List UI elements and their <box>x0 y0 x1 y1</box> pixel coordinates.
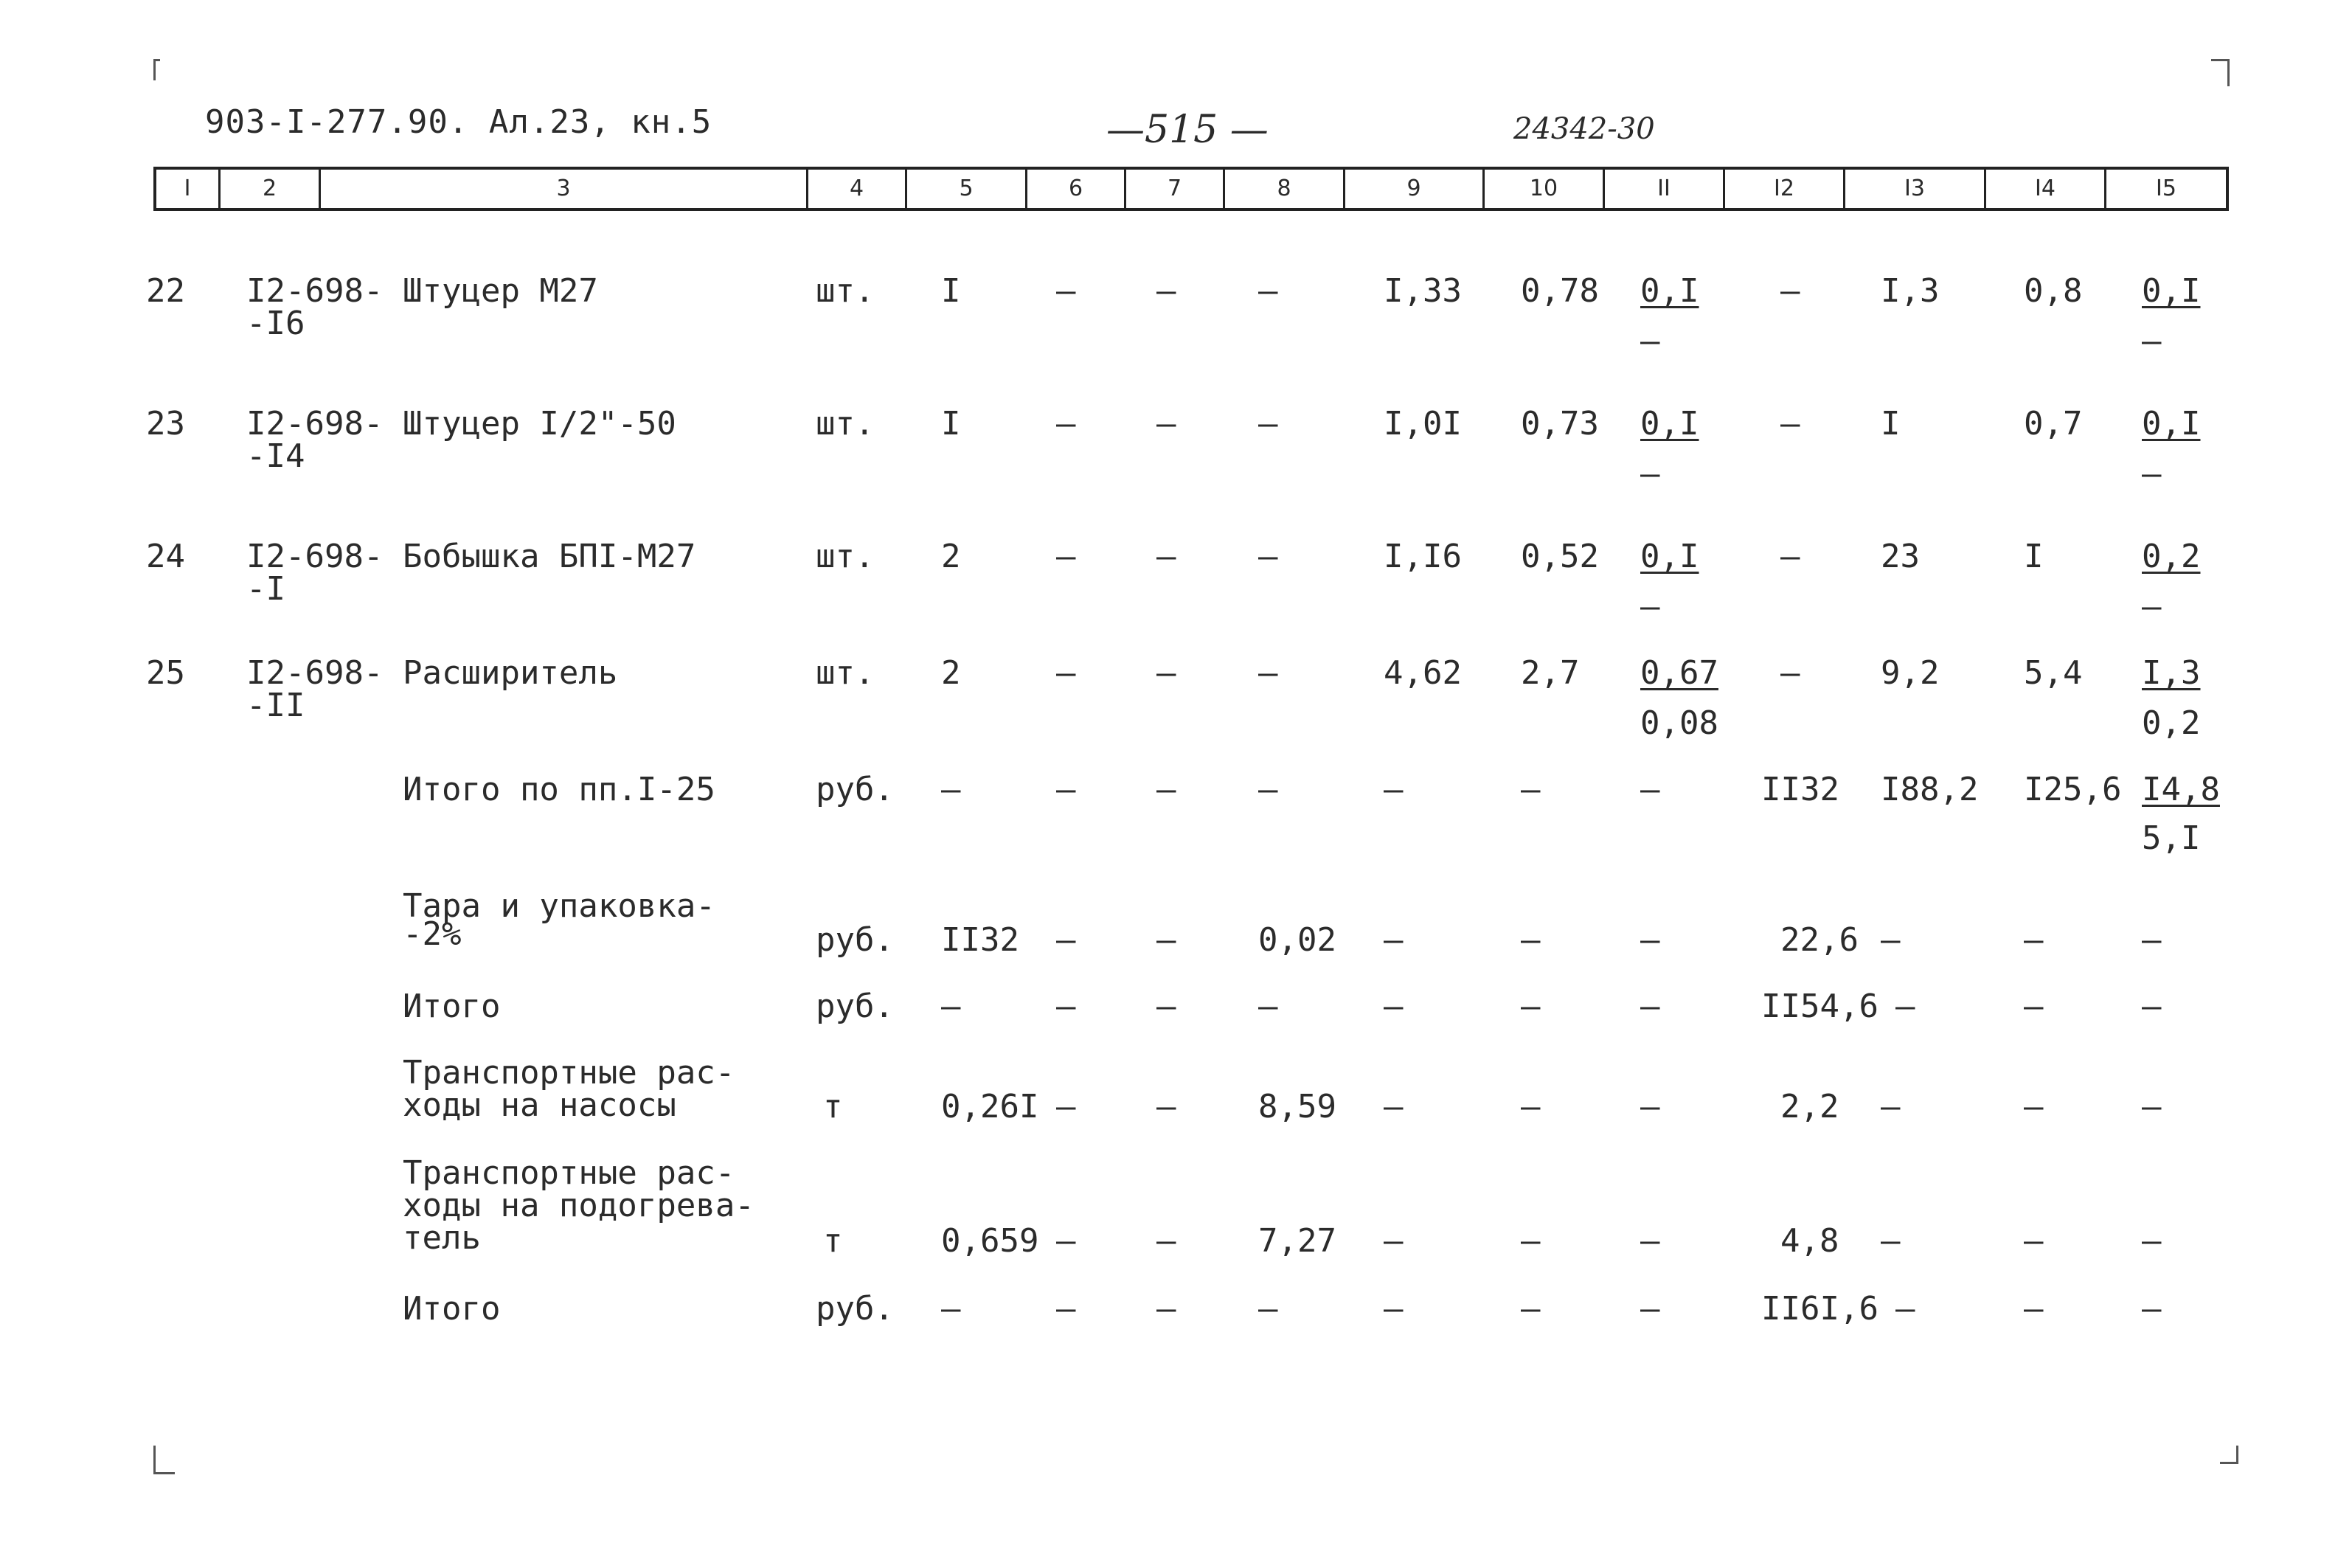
col5-value: 0,26I <box>941 1088 1039 1125</box>
item-code-cont: -I4 <box>246 437 305 475</box>
row-number: 23 <box>146 405 185 443</box>
col6-value: – <box>1056 538 1076 575</box>
summary-name-cont: -2% <box>403 915 462 953</box>
col10-value: 0,52 <box>1521 538 1599 575</box>
item-name: Штуцер I/2"-50 <box>403 405 676 443</box>
col14-value: – <box>2024 1290 2044 1328</box>
col9-value: – <box>1384 771 1404 808</box>
col12-value: II32 <box>1761 771 1839 808</box>
col8-value: – <box>1258 272 1278 310</box>
col15-value: – <box>2142 921 2162 959</box>
item-code-cont: -II <box>246 687 305 724</box>
col-number: 5 <box>907 170 1027 208</box>
item-name: Штуцер М27 <box>403 272 598 310</box>
col8-value: – <box>1258 405 1278 443</box>
col6-value: – <box>1056 1088 1076 1125</box>
col8-value: 7,27 <box>1258 1222 1336 1260</box>
unit: руб. <box>816 1290 894 1328</box>
col11-value: 0,I <box>1640 405 1699 443</box>
col5-value: – <box>941 771 961 808</box>
col7-value: – <box>1156 921 1176 959</box>
col15-value: 0,I <box>2142 405 2201 443</box>
col15-subvalue: 0,2 <box>2142 704 2201 742</box>
col9-value: – <box>1384 1222 1404 1260</box>
col11-value: – <box>1640 988 1660 1025</box>
col-number: 3 <box>321 170 808 208</box>
col5-value: – <box>941 988 961 1025</box>
col10-value: – <box>1521 988 1541 1025</box>
col6-value: – <box>1056 272 1076 310</box>
col8-value: – <box>1258 654 1278 692</box>
col10-value: – <box>1521 771 1541 808</box>
col14-value: – <box>2024 988 2044 1025</box>
col13-value: I88,2 <box>1881 771 1979 808</box>
col10-value: 0,73 <box>1521 405 1599 443</box>
col9-value: – <box>1384 1088 1404 1125</box>
col11-value: – <box>1640 1290 1660 1328</box>
summary-name-cont: тель <box>403 1219 481 1257</box>
col9-value: I,I6 <box>1384 538 1462 575</box>
col13-value: I <box>1881 405 1901 443</box>
col7-value: – <box>1156 771 1176 808</box>
col7-value: – <box>1156 538 1176 575</box>
col13-value: – <box>1881 1088 1901 1125</box>
unit: шт. <box>816 405 875 443</box>
col-number: 8 <box>1225 170 1345 208</box>
col12-value: 4,8 <box>1780 1222 1839 1260</box>
col11-subvalue: 0,08 <box>1640 704 1718 742</box>
col14-value: – <box>2024 1222 2044 1260</box>
col6-value: – <box>1056 654 1076 692</box>
col6-value: – <box>1056 921 1076 959</box>
corner-mark-bottom-right <box>2220 1446 2238 1464</box>
col15-value: I,3 <box>2142 654 2201 692</box>
col13-value: 9,2 <box>1881 654 1940 692</box>
unit: т <box>823 1222 843 1260</box>
col15-value: – <box>2142 988 2162 1025</box>
col9-value: – <box>1384 1290 1404 1328</box>
summary-name: Транспортные рас- <box>403 1054 735 1092</box>
col11-value: 0,I <box>1640 538 1699 575</box>
col-number: I3 <box>1845 170 1986 208</box>
col9-value: I,0I <box>1384 405 1462 443</box>
item-code-cont: -I <box>246 570 285 608</box>
col15-value: 0,2 <box>2142 538 2201 575</box>
item-code-cont: -I6 <box>246 305 305 342</box>
col14-value: I25,6 <box>2024 771 2122 808</box>
col15-value: I4,8 <box>2142 771 2220 808</box>
col11-value: 0,67 <box>1640 654 1718 692</box>
summary-name-cont: ходы на подогрева- <box>403 1187 754 1224</box>
col12-value: II6I,6 <box>1761 1290 1879 1328</box>
summary-name: Транспортные рас- <box>403 1154 735 1192</box>
item-code: I2-698- <box>246 272 384 310</box>
col14-value: – <box>2024 921 2044 959</box>
col11-subvalue: – <box>1640 322 1660 360</box>
col7-value: – <box>1156 272 1176 310</box>
col8-value: – <box>1258 538 1278 575</box>
unit: руб. <box>816 988 894 1025</box>
col10-value: 2,7 <box>1521 654 1580 692</box>
row-number: 22 <box>146 272 185 310</box>
summary-name: Итого <box>403 988 501 1025</box>
corner-mark-top-right <box>2211 59 2230 86</box>
col14-value: 0,8 <box>2024 272 2083 310</box>
col12-value: 22,6 <box>1780 921 1859 959</box>
col15-value: – <box>2142 1088 2162 1125</box>
col-number: 9 <box>1345 170 1485 208</box>
col12-value: – <box>1780 654 1800 692</box>
col7-value: – <box>1156 405 1176 443</box>
col6-value: – <box>1056 1222 1076 1260</box>
unit: шт. <box>816 654 875 692</box>
col13-value: I,3 <box>1881 272 1940 310</box>
col5-value: – <box>941 1290 961 1328</box>
corner-mark-bottom-left <box>153 1446 175 1474</box>
col15-subvalue: 5,I <box>2142 819 2201 857</box>
col11-value: – <box>1640 921 1660 959</box>
col15-value: – <box>2142 1222 2162 1260</box>
col10-value: – <box>1521 1222 1541 1260</box>
col11-value: – <box>1640 1088 1660 1125</box>
registration-number: 24342-30 <box>1513 112 1655 146</box>
unit: руб. <box>816 771 894 808</box>
col-number: 7 <box>1126 170 1225 208</box>
col12-value: 2,2 <box>1780 1088 1839 1125</box>
col14-value: 5,4 <box>2024 654 2083 692</box>
col7-value: – <box>1156 1088 1176 1125</box>
column-number-header <box>153 167 2229 211</box>
col10-value: – <box>1521 921 1541 959</box>
item-name: Расширитель <box>403 654 618 692</box>
col12-value: – <box>1780 538 1800 575</box>
col10-value: – <box>1521 1088 1541 1125</box>
col5-value: II32 <box>941 921 1019 959</box>
col7-value: – <box>1156 988 1176 1025</box>
col8-value: – <box>1258 988 1278 1025</box>
col-number: I2 <box>1725 170 1845 208</box>
col5-value: I <box>941 272 961 310</box>
col14-value: 0,7 <box>2024 405 2083 443</box>
col-number: I5 <box>2156 176 2176 201</box>
col15-subvalue: – <box>2142 322 2162 360</box>
col11-subvalue: – <box>1640 455 1660 493</box>
col6-value: – <box>1056 1290 1076 1328</box>
summary-name: Итого <box>403 1290 501 1328</box>
col9-value: – <box>1384 921 1404 959</box>
col13-value: – <box>1895 988 1915 1025</box>
col8-value: 0,02 <box>1258 921 1336 959</box>
col5-value: I <box>941 405 961 443</box>
col13-value: – <box>1881 1222 1901 1260</box>
col12-value: – <box>1780 272 1800 310</box>
col5-value: 0,659 <box>941 1222 1039 1260</box>
col6-value: – <box>1056 405 1076 443</box>
col13-value: 23 <box>1881 538 1920 575</box>
unit: шт. <box>816 538 875 575</box>
col6-value: – <box>1056 988 1076 1025</box>
col11-value: – <box>1640 1222 1660 1260</box>
col-number: I <box>156 170 221 208</box>
col9-value: 4,62 <box>1384 654 1462 692</box>
item-code: I2-698- <box>246 538 384 575</box>
document-code: 903-I-277.90. Ал.23, кн.5 <box>205 103 712 141</box>
col10-value: – <box>1521 1290 1541 1328</box>
col15-subvalue: – <box>2142 588 2162 625</box>
col13-value: – <box>1895 1290 1915 1328</box>
unit: шт. <box>816 272 875 310</box>
col13-value: – <box>1881 921 1901 959</box>
summary-name-cont: ходы на насосы <box>403 1086 676 1124</box>
item-code: I2-698- <box>246 405 384 443</box>
col9-value: I,33 <box>1384 272 1462 310</box>
col15-subvalue: – <box>2142 455 2162 493</box>
corner-mark-top-left <box>153 59 160 80</box>
item-code: I2-698- <box>246 654 384 692</box>
unit: т <box>823 1088 843 1125</box>
col8-value: 8,59 <box>1258 1088 1336 1125</box>
col15-value: – <box>2142 1290 2162 1328</box>
col12-value: II54,6 <box>1761 988 1879 1025</box>
col11-subvalue: – <box>1640 588 1660 625</box>
col11-value: 0,I <box>1640 272 1699 310</box>
col14-value: I <box>2024 538 2044 575</box>
col14-value: – <box>2024 1088 2044 1125</box>
col6-value: – <box>1056 771 1076 808</box>
col8-value: – <box>1258 771 1278 808</box>
col-number: II <box>1605 170 1725 208</box>
col-number: 2 <box>221 170 321 208</box>
col-number: I4 <box>1986 170 2106 208</box>
page-number: —515 — <box>1106 108 1269 152</box>
row-number: 25 <box>146 654 185 692</box>
col7-value: – <box>1156 1290 1176 1328</box>
col15-value: 0,I <box>2142 272 2201 310</box>
col-number: 10 <box>1485 170 1605 208</box>
col8-value: – <box>1258 1290 1278 1328</box>
col7-value: – <box>1156 1222 1176 1260</box>
col7-value: – <box>1156 654 1176 692</box>
col5-value: 2 <box>941 654 961 692</box>
col12-value: – <box>1780 405 1800 443</box>
col-number: 4 <box>808 170 907 208</box>
col9-value: – <box>1384 988 1404 1025</box>
col-number: 6 <box>1027 170 1126 208</box>
col5-value: 2 <box>941 538 961 575</box>
col11-value: – <box>1640 771 1660 808</box>
summary-name: Итого по пп.I-25 <box>403 771 715 808</box>
summary-name: Тара и упаковка- <box>403 887 715 925</box>
col10-value: 0,78 <box>1521 272 1599 310</box>
item-name: Бобышка БПI-М27 <box>403 538 696 575</box>
row-number: 24 <box>146 538 185 575</box>
unit: руб. <box>816 921 894 959</box>
